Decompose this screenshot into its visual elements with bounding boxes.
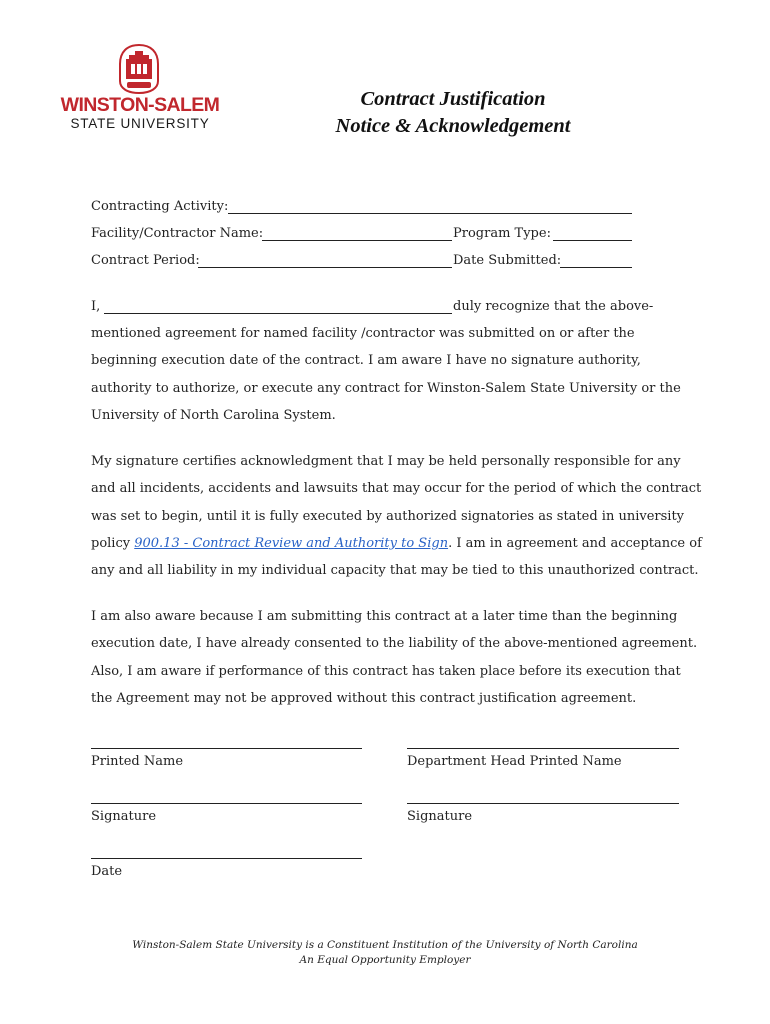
paragraph1-line4: authority to authorize, or execute any contract for Winston-Salem State University or the: [91, 380, 681, 396]
signature-line-right[interactable]: [407, 803, 679, 804]
date-submitted-label: Date Submitted:: [453, 253, 562, 268]
facility-contractor-field[interactable]: [262, 240, 452, 241]
policy-link[interactable]: 900.13 - Contract Review and Authority to Sign: [134, 535, 449, 551]
program-type-label: Program Type:: [453, 226, 551, 241]
paragraph1-line5: University of North Carolina System.: [91, 407, 336, 423]
printed-name-label: Printed Name: [91, 754, 184, 769]
contract-period-label: Contract Period:: [91, 253, 200, 268]
footer-line2: An Equal Opportunity Employer: [299, 954, 471, 966]
paragraph2-body: [91, 448, 702, 584]
contracting-activity-field[interactable]: [228, 213, 632, 214]
paragraph1-line1: duly recognize that the above-: [453, 299, 654, 314]
university-seal-icon: [117, 44, 161, 94]
acknowledgement-lead: I,: [91, 299, 101, 314]
contracting-activity-label: Contracting Activity:: [91, 199, 229, 214]
dept-head-printed-name-line[interactable]: [407, 748, 679, 749]
paragraph3-body: [91, 603, 698, 712]
printed-name-line[interactable]: [91, 748, 362, 749]
facility-contractor-label: Facility/Contractor Name:: [91, 226, 264, 241]
document-title: [300, 86, 606, 140]
university-logo: [60, 44, 220, 134]
paragraph3-line1: I am also aware because I am submitting this contract at a later time than the beginning: [91, 609, 678, 624]
paragraph2-line3: was set to begin, until it is fully executed by authorized signatories as stated in university: [91, 508, 685, 524]
paragraph2-line4-pre: policy: [91, 535, 135, 551]
title-line2: Notice & Acknowledgement: [335, 115, 571, 137]
paragraph1-line3: beginning execution date of the contract. I am aware I have no signature authority,: [91, 353, 641, 369]
paragraph2-line1: My signature certifies acknowledgment that I may be held personally responsible for any: [91, 454, 681, 469]
paragraph2-line4: [91, 530, 702, 557]
signature-label-left: Signature: [91, 809, 157, 824]
footer-line1: Winston-Salem State University is a Constituent Institution of the University of North Carolina: [132, 939, 638, 951]
signature-label-right: Signature: [407, 809, 473, 824]
date-submitted-field[interactable]: [560, 267, 632, 268]
paragraph3-line2: execution date, I have already consented to the liability of the above-mentioned agreement.: [91, 636, 698, 652]
logo-name-line2: STATE UNIVERSITY: [70, 116, 210, 131]
paragraph2-line5: any and all liability in my individual capacity that may be tied to this unauthorized contract.: [91, 563, 699, 579]
program-type-field[interactable]: [553, 240, 632, 241]
paragraph2-line4-post: . I am in agreement and acceptance of: [448, 535, 702, 551]
paragraph1-body: [91, 320, 691, 429]
logo-name-line1: WINSTON-SALEM: [60, 94, 220, 116]
paragraph1-line2: mentioned agreement for named facility /contractor was submitted on or after the: [91, 326, 635, 341]
paragraph3-line4: the Agreement may not be approved without this contract justification agreement.: [91, 690, 637, 706]
title-line1: Contract Justification: [360, 88, 546, 110]
date-label: Date: [91, 864, 123, 879]
signature-line-left[interactable]: [91, 803, 362, 804]
paragraph3-line3: Also, I am aware if performance of this contract has taken place before its execution that: [91, 663, 681, 679]
paragraph2-line2: and all incidents, accidents and lawsuits that may occur for the period of which the contract: [91, 481, 702, 497]
dept-head-printed-name-label: Department Head Printed Name: [407, 754, 622, 769]
date-line[interactable]: [91, 858, 362, 859]
acknowledger-name-field[interactable]: [104, 313, 452, 314]
contract-period-field[interactable]: [198, 267, 452, 268]
